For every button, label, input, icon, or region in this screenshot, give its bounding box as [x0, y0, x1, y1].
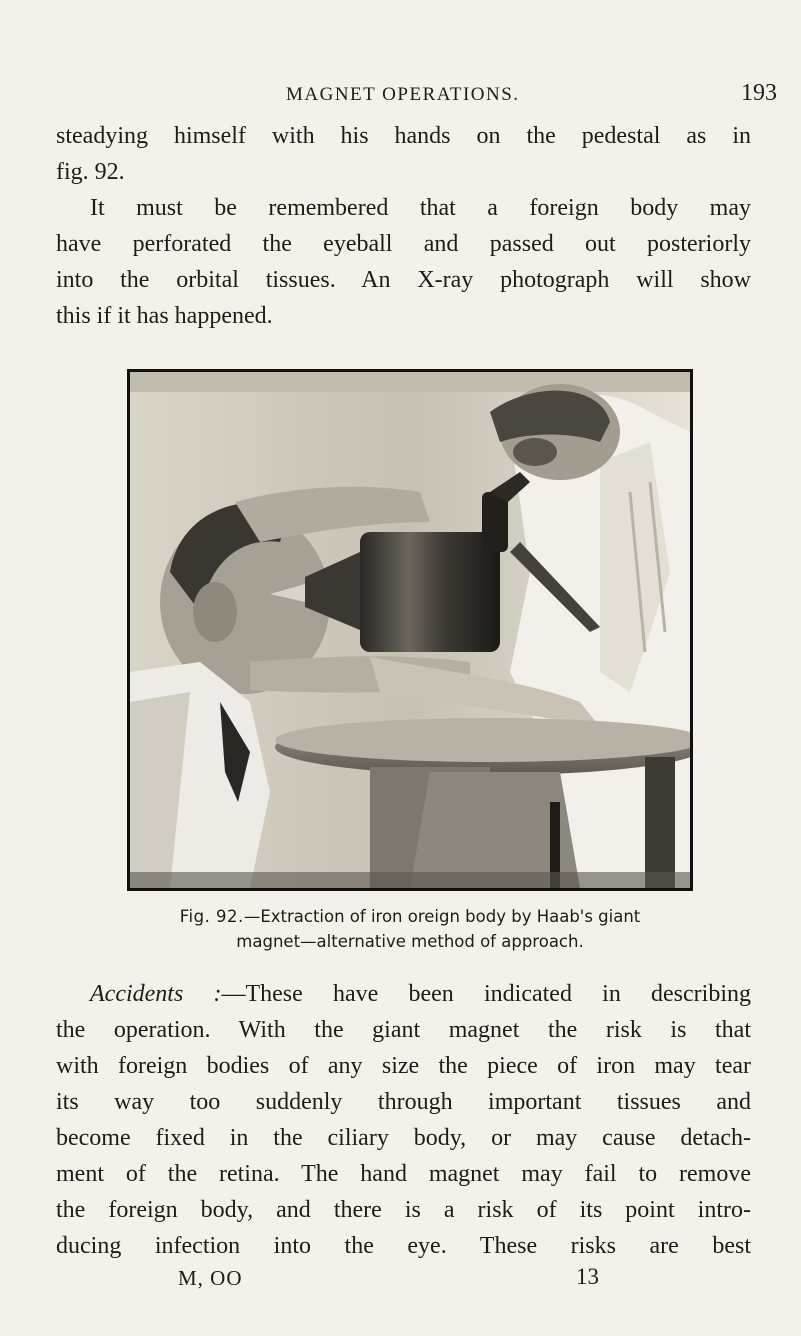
text-line: fig. 92.	[56, 159, 125, 185]
figure-caption	[100, 904, 720, 954]
text-line: become fixed in the ciliary body, or may cause detach-	[56, 1125, 751, 1151]
text-line: the operation. With the giant magnet the risk is that	[56, 1017, 751, 1043]
text-line: It must be remembered that a foreign body may	[90, 195, 751, 221]
caption-line: magnet—alternative method of approach.	[236, 932, 584, 951]
text-line: have perforated the eyeball and passed out posteriorly	[56, 231, 751, 257]
running-title: MAGNET OPERATIONS.	[286, 84, 520, 105]
text-line: with foreign bodies of any size the piece of iron may tear	[56, 1053, 751, 1079]
page-footer	[0, 1262, 801, 1294]
text-line: the foreign body, and there is a risk of its point intro-	[56, 1197, 751, 1223]
section-heading: Accidents :	[90, 981, 222, 1007]
signature-mark: M, OO	[178, 1266, 243, 1290]
caption-line	[100, 904, 720, 929]
figure-label: Fig. 92.	[179, 907, 244, 926]
text-line: steadying himself with his hands on the pedestal as in	[56, 123, 751, 149]
text-line: into the orbital tissues. An X-ray photograph will show	[56, 267, 751, 293]
text-line	[56, 976, 751, 1012]
text-line: its way too suddenly through important tissues and	[56, 1089, 751, 1115]
paragraph-accidents	[56, 976, 751, 1264]
page-number: 193	[741, 80, 777, 106]
heading-continuation: —These have been indicated in describing	[221, 981, 751, 1007]
text-line: this if it has happened.	[56, 303, 273, 329]
paragraph-continued	[56, 118, 751, 334]
text-line: ment of the retina. The hand magnet may fail to remove	[56, 1161, 751, 1187]
magnet-operation-photo	[130, 372, 690, 888]
figure-photograph	[127, 369, 693, 891]
caption-text: —Extraction of iron oreign body by Haab's giant	[243, 907, 641, 926]
text-line: ducing infection into the eye. These risks are best	[56, 1233, 751, 1259]
running-head	[0, 80, 801, 110]
sheet-number: 13	[576, 1264, 599, 1289]
